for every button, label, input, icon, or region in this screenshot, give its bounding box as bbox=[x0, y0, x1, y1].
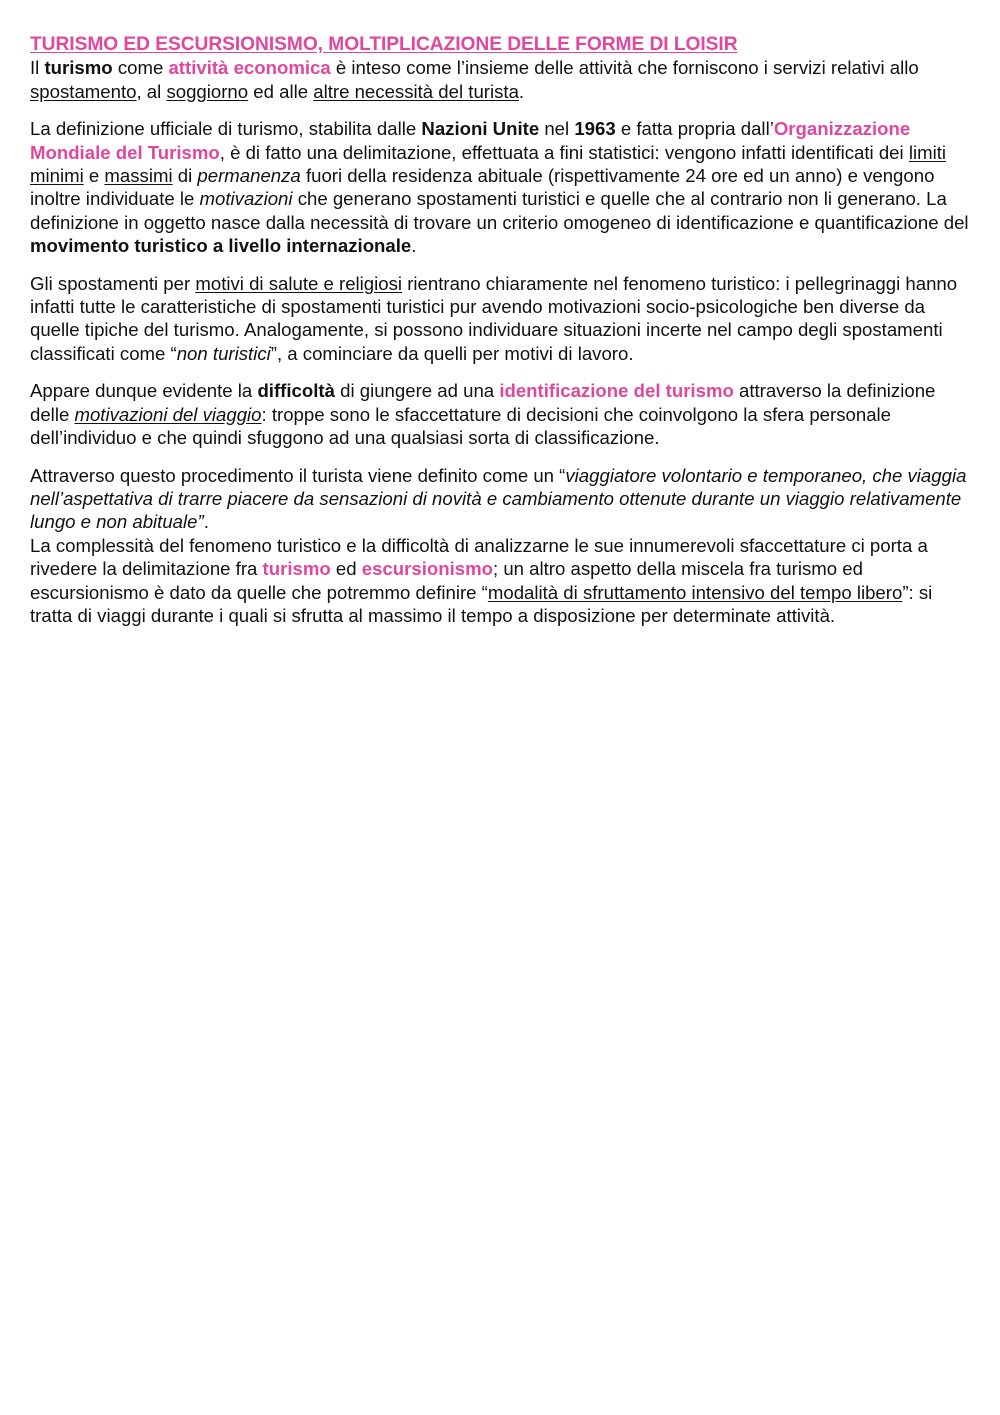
highlight-term: escursionismo bbox=[361, 558, 493, 580]
italic-term: non turistici bbox=[176, 342, 271, 364]
text: . bbox=[203, 511, 209, 533]
text: ”, a cominciare da quelli per motivi di lavoro. bbox=[270, 342, 634, 364]
underlined-term: soggiorno bbox=[166, 80, 249, 102]
underlined-term: massimi bbox=[104, 165, 173, 187]
text: ; un altro aspetto della miscela fra turismo ed escursionismo è dato da quelle che potremmo definire “ bbox=[30, 558, 863, 603]
bold-term: 1963 bbox=[574, 118, 616, 140]
text: rientrano chiaramente nel fenomeno turistico: i pellegrinaggi hanno infatti tutte le caratteristiche di spostamenti turistici pur avendo motivazioni socio-psicologiche ben diverse da quelle tipiche del turismo. Analogamente, si possono individuare situazioni incerte nel campo degli spostamenti classificati come “ bbox=[30, 272, 958, 364]
paragraph-turismo-definition bbox=[30, 56, 972, 103]
bold-term: turismo bbox=[44, 57, 113, 79]
italic-quote: viaggiatore volontario e temporaneo, che viaggia nell’aspettativa di trarre piacere da sensazioni di novità e cambiamento ottenute durante un viaggio relativamente lungo e non abituale” bbox=[30, 464, 967, 533]
document-page bbox=[30, 33, 972, 641]
italic-term: permanenza bbox=[197, 165, 301, 187]
text: : troppe sono le sfaccettature di decisioni che coinvolgono la sfera personale dell’individuo e che quindi sfuggono ad una qualsiasi sorta di classificazione. bbox=[30, 403, 892, 449]
text: Appare dunque evidente la bbox=[30, 380, 258, 402]
text: , è di fatto una delimitazione, effettuata a fini statistici: vengono infatti identificati dei bbox=[219, 141, 909, 163]
text: ed bbox=[330, 558, 362, 580]
underlined-term: altre necessità del turista bbox=[313, 80, 519, 102]
text: ”: si tratta di viaggi durante i quali si sfrutta al massimo il tempo a disposizione per determinate attività. bbox=[30, 581, 933, 626]
text: come bbox=[112, 57, 169, 79]
text: di giungere ad una bbox=[334, 380, 500, 402]
bold-term: movimento turistico a livello internazionale bbox=[30, 235, 412, 257]
underlined-term: motivi di salute e religiosi bbox=[195, 272, 403, 294]
underlined-term: modalità di sfruttamento intensivo del tempo libero bbox=[487, 581, 903, 603]
bold-term: Nazioni Unite bbox=[421, 118, 540, 140]
highlight-term: turismo bbox=[262, 558, 331, 580]
bold-term: difficoltà bbox=[257, 380, 335, 402]
text: . bbox=[411, 235, 417, 257]
highlight-term: attività economica bbox=[168, 57, 331, 79]
italic-term: motivazioni bbox=[199, 188, 293, 210]
text: Attraverso questo procedimento il turista viene definito come un “ bbox=[30, 464, 566, 486]
text: di bbox=[172, 165, 198, 187]
underlined-term: limiti minimi bbox=[30, 141, 947, 187]
paragraph-spostamenti bbox=[30, 272, 972, 366]
text: attraverso la definizione delle bbox=[30, 380, 936, 425]
paragraph-difficolta bbox=[30, 379, 972, 449]
paragraph-official-definition bbox=[30, 117, 972, 257]
text: La complessità del fenomeno turistico e la difficoltà di analizzarne le sue innumerevoli sfaccettature ci porta a rivedere la delimitazione fra bbox=[30, 534, 928, 580]
text: e fatta propria dall’ bbox=[615, 118, 774, 140]
underlined-term: spostamento bbox=[30, 80, 137, 102]
text: Il bbox=[30, 57, 45, 79]
text: che generano spostamenti turistici e quelle che al contrario non li generano. La definizione in oggetto nasce dalla necessità di trovare un criterio omogeneo di identificazione e quantificazione del bbox=[30, 188, 969, 233]
text: e bbox=[83, 165, 105, 187]
text: La definizione ufficiale di turismo, stabilita dalle bbox=[30, 118, 422, 140]
text: nel bbox=[539, 118, 575, 140]
paragraph-turista-definition bbox=[30, 464, 972, 534]
text: fuori della residenza abituale (rispettivamente 24 ore ed un anno) e vengono inoltre individuate le bbox=[30, 165, 935, 210]
text: ed alle bbox=[248, 80, 314, 102]
text: . bbox=[518, 80, 525, 102]
text: Gli spostamenti per bbox=[30, 272, 196, 294]
document-title: TURISMO ED ESCURSIONISMO, MOLTIPLICAZIONE DELLE FORME DI LOISIR bbox=[30, 34, 738, 55]
text: è inteso come l’insieme delle attività che forniscono i servizi relativi allo bbox=[330, 57, 919, 79]
highlight-term: Organizzazione Mondiale del Turismo bbox=[30, 118, 911, 163]
highlight-term: identificazione del turismo bbox=[499, 380, 734, 402]
italic-underlined-term: motivazioni del viaggio bbox=[74, 403, 262, 425]
text: , al bbox=[136, 80, 167, 102]
paragraph-complessita bbox=[30, 534, 972, 628]
